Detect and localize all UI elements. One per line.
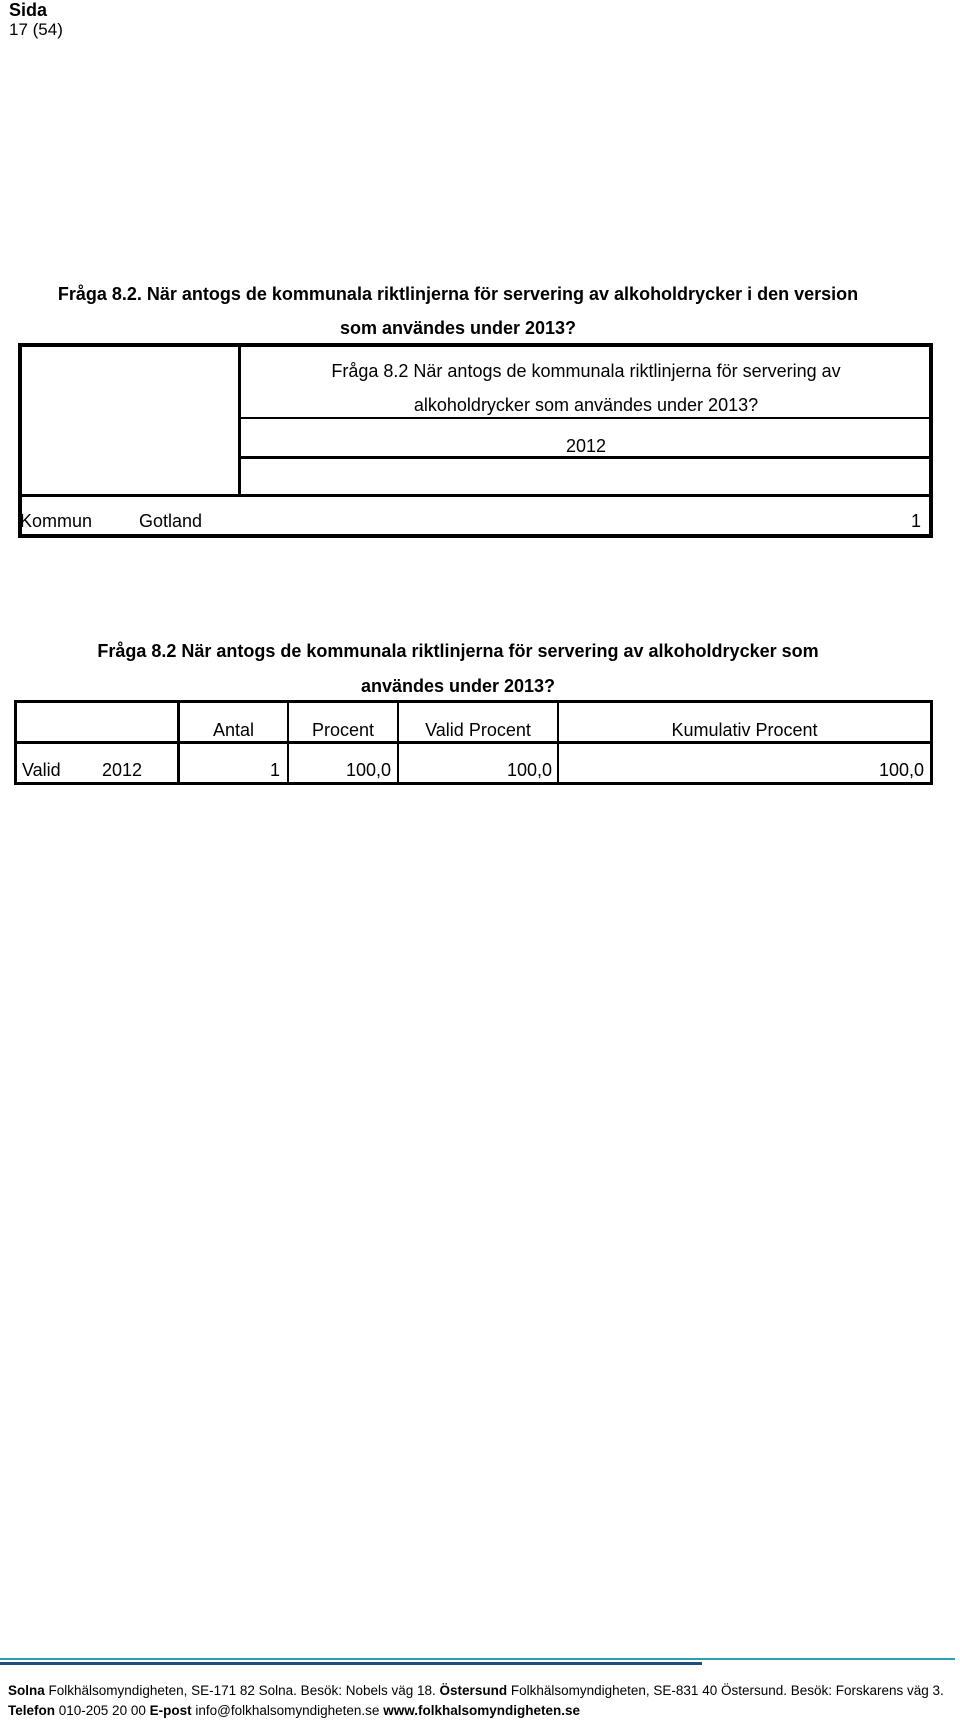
page-number: 17 (54) — [9, 20, 63, 39]
footer-solna-label: Solna — [8, 1683, 45, 1698]
table1-column-header: 2012 — [565, 436, 607, 456]
footer-ostersund-text: Folkhälsomyndigheten, SE-831 40 Östersund. Besök: Forskarens väg 3. — [510, 1683, 944, 1698]
footer-ostersund-label: Östersund — [439, 1683, 508, 1698]
cell-antal: 1 — [269, 760, 280, 780]
question-title-line2: som användes under 2013? — [339, 318, 577, 338]
footer-address-line — [8, 1683, 944, 1698]
footer-contact-line — [8, 1703, 580, 1718]
header-procent: Procent — [311, 720, 375, 740]
cell-valid-procent: 100,0 — [506, 760, 552, 780]
row-year: 2012 — [102, 760, 143, 780]
footer-epost-link[interactable]: info@folkhalsomyndigheten.se — [195, 1703, 380, 1718]
header-kumulativ-procent: Kumulativ Procent — [671, 720, 818, 740]
table1-row-label-kommun: Kommun — [20, 511, 93, 531]
footer-epost-label: E-post — [149, 1703, 192, 1718]
footer-telefon-label: Telefon — [8, 1703, 55, 1718]
cell-procent: 100,0 — [345, 760, 391, 780]
footer-rule-light — [0, 1658, 955, 1660]
table2-title-line2: användes under 2013? — [360, 676, 556, 696]
header-antal: Antal — [212, 720, 255, 740]
question-title-line1: Fråga 8.2. När antogs de kommunala riktlinjerna för servering av alkoholdrycker i den version — [57, 284, 859, 304]
header-valid-procent: Valid Procent — [425, 720, 531, 740]
footer-telefon-text: 010-205 20 00 — [58, 1703, 146, 1718]
page-header-label: Sida — [9, 0, 48, 20]
table1-value: 1 — [910, 511, 921, 531]
cell-kumulativ-procent: 100,0 — [878, 760, 924, 780]
table1-row-label-gotland: Gotland — [139, 511, 203, 531]
row-label-valid: Valid — [22, 760, 61, 780]
table1-title-line2: alkoholdrycker som användes under 2013? — [413, 395, 759, 415]
table2-title-line1: Fråga 8.2 När antogs de kommunala riktlinjerna för servering av alkoholdrycker som — [97, 641, 819, 661]
table1-title-line1: Fråga 8.2 När antogs de kommunala riktlinjerna för servering av — [331, 361, 841, 381]
footer-solna-text: Folkhälsomyndigheten, SE-171 82 Solna. Besök: Nobels väg 18. — [48, 1683, 436, 1698]
footer-rule-dark — [0, 1662, 702, 1665]
footer-website-link[interactable]: www.folkhalsomyndigheten.se — [383, 1703, 581, 1718]
